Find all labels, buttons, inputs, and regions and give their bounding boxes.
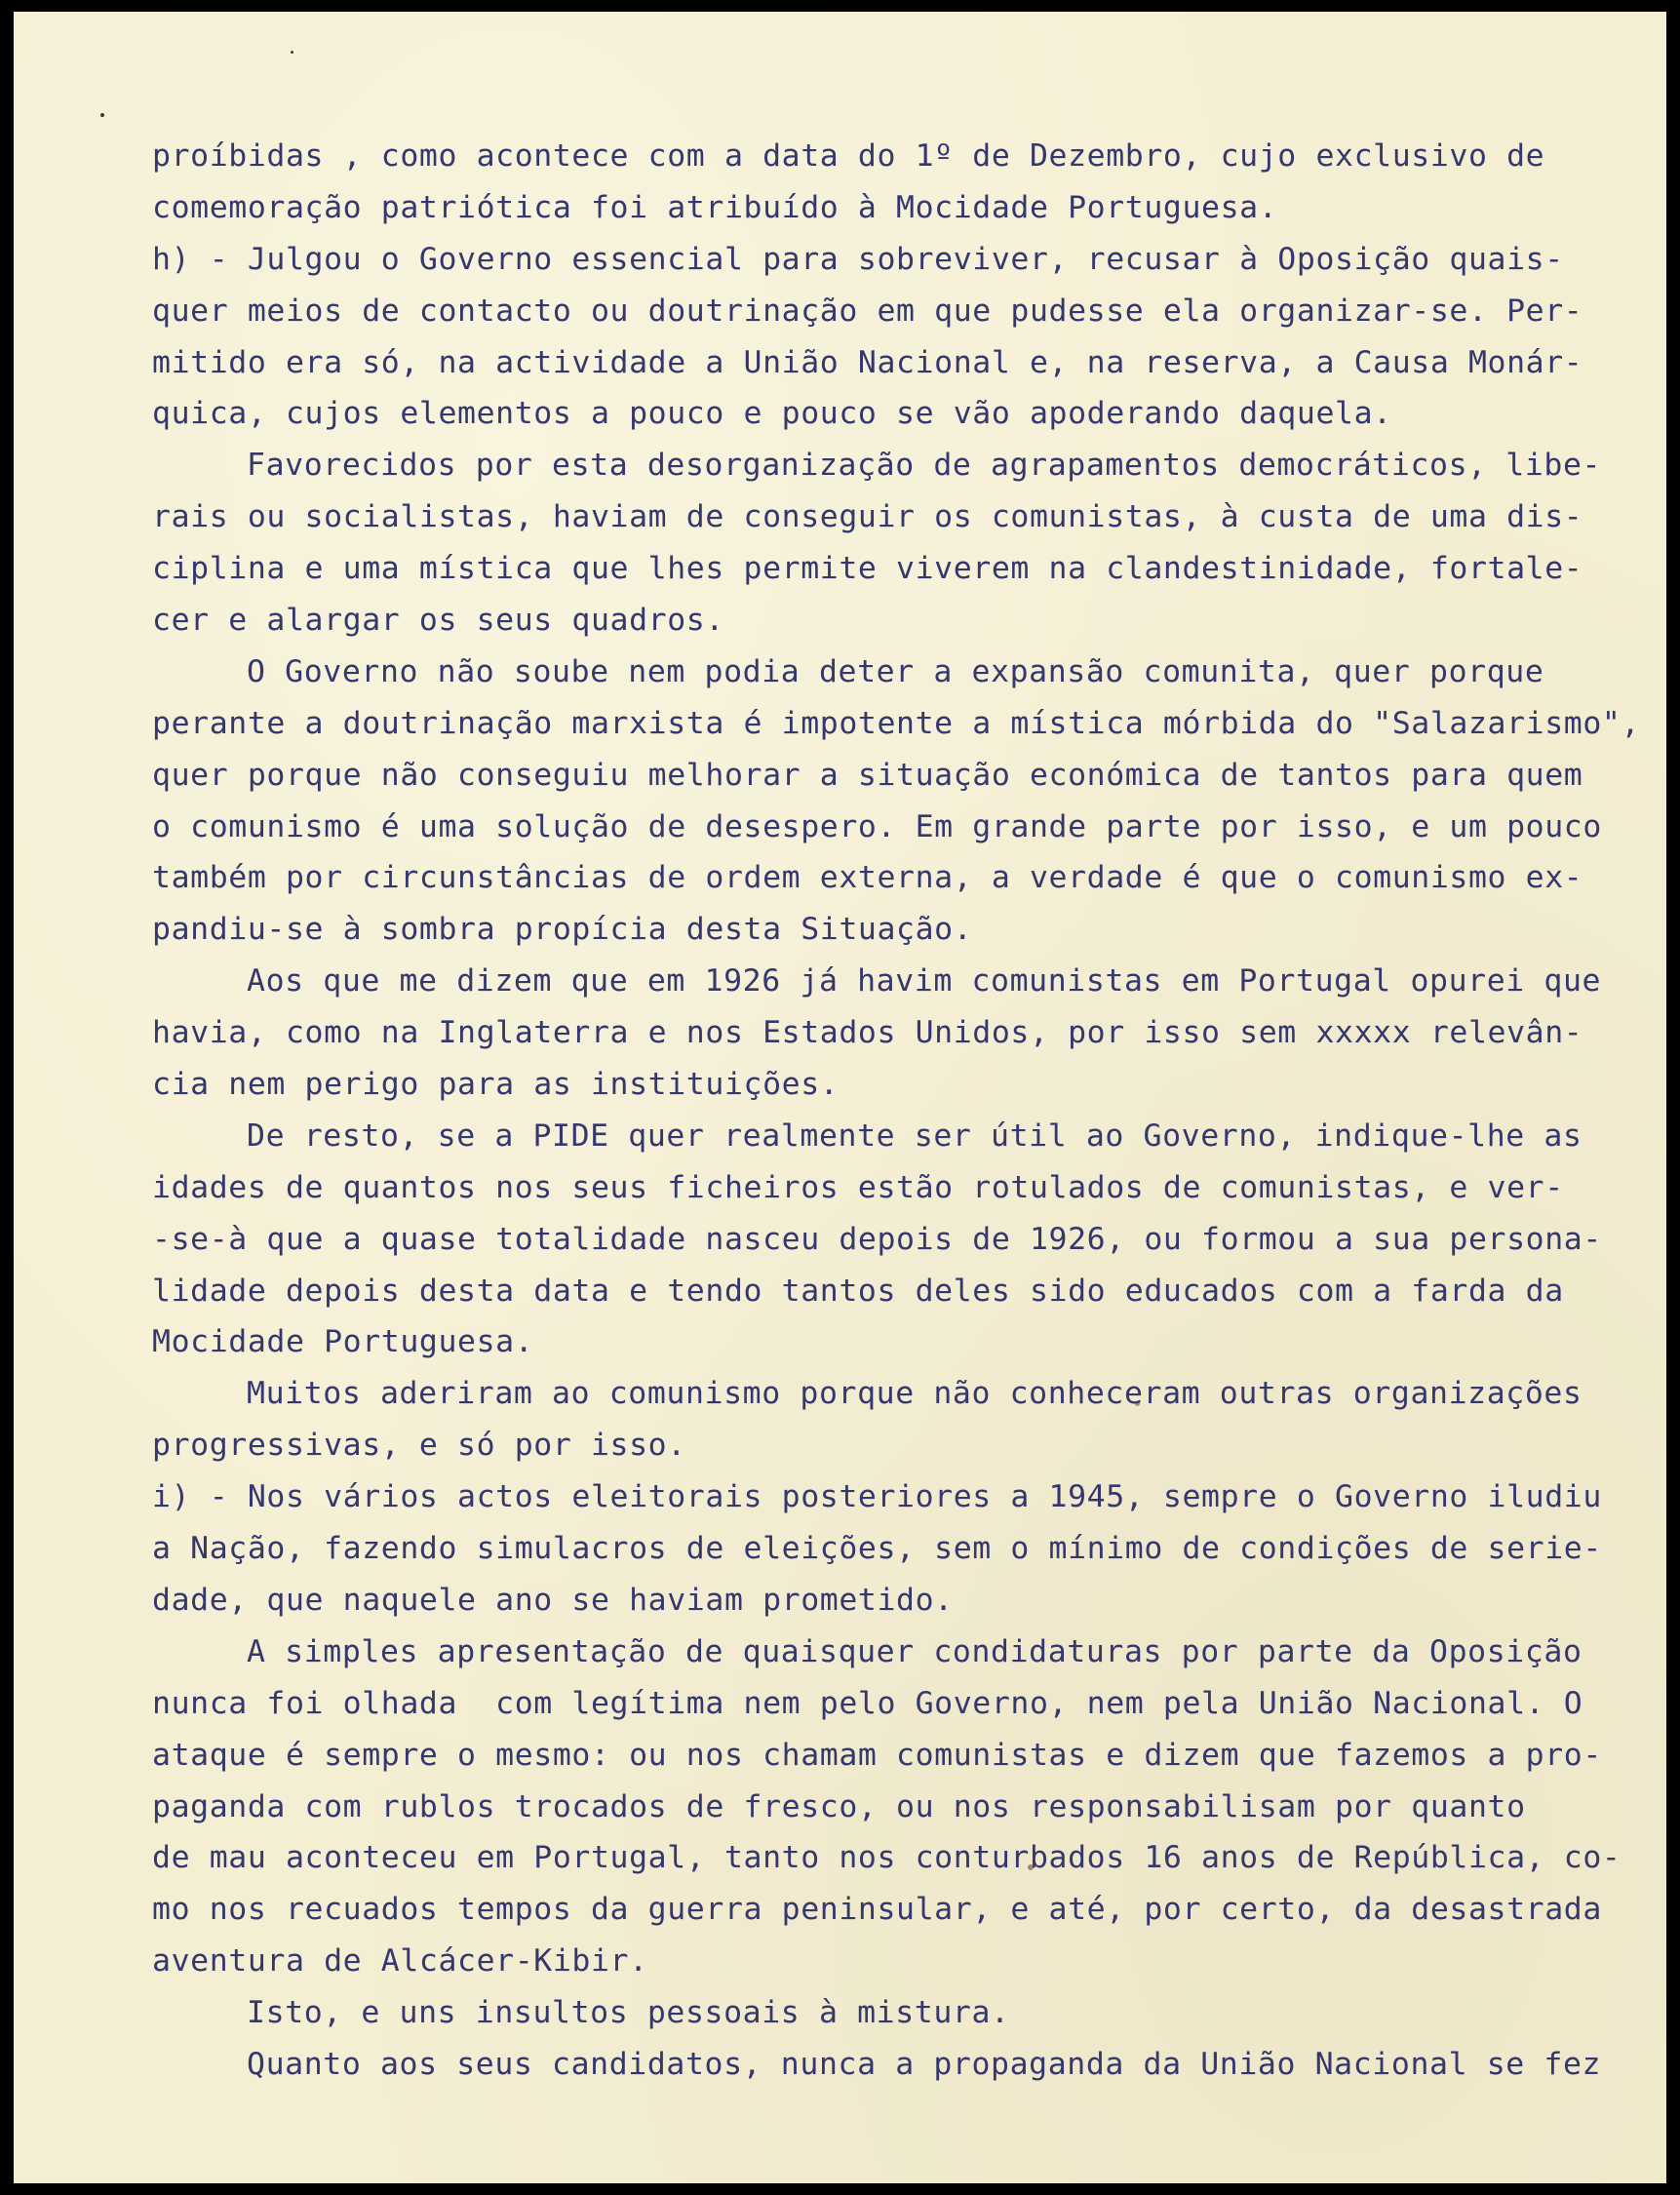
text-line: quer meios de contacto ou doutrinação em que pudesse ela organizar-se. Per- [152,293,1583,329]
text-line: -se-à que a quase totalidade nasceu depois de 1926, ou formou a sua persona- [152,1221,1602,1257]
text-line: h) - Julgou o Governo essencial para sobreviver, recusar à Oposição quais- [152,241,1564,277]
text-line: paganda com rublos trocados de fresco, ou nos responsabilisam por quanto [152,1788,1526,1824]
text-line: quica, cujos elementos a pouco e pouco se vão apoderando daquela. [152,396,1392,432]
text-line: quer porque não conseguiu melhorar a situação económica de tantos para quem [152,757,1583,793]
text-line: lidade depois desta data e tendo tantos deles sido educados com a farda da [152,1273,1564,1309]
text-line: dade, que naquele ano se haviam prometido. [152,1582,954,1618]
text-line: o comunismo é uma solução de desespero. Em grande parte por isso, e um pouco [152,808,1602,844]
text-line: perante a doutrinação marxista é impotente a mística mórbida do "Salazarismo", [152,705,1641,741]
document-body [152,131,1641,2091]
text-line: cer e alargar os seus quadros. [152,603,724,639]
text-line: cia nem perigo para as instituições. [152,1067,840,1103]
text-line: O Governo não soube nem podia deter a expansão comunita, quer porque [247,653,1544,689]
text-line: i) - Nos vários actos eleitorais posteriores a 1945, sempre o Governo iludiu [152,1479,1602,1515]
text-line: Isto, e uns insultos pessoais à mistura. [247,1995,1010,2031]
text-line: comemoração patriótica foi atribuído à Mocidade Portuguesa. [152,189,1278,225]
text-line: Aos que me dizem que em 1926 já havim comunistas em Portugal opurei que [247,963,1602,1000]
text-line: Favorecidos por esta desorganização de agrapamentos democráticos, libe- [247,448,1602,484]
text-line: A simples apresentação de quaisquer condidaturas por parte da Oposição [247,1633,1582,1669]
text-line: nunca foi olhada com legítima nem pelo Governo, nem pela União Nacional. O [152,1685,1583,1721]
text-line: mitido era só, na actividade a União Nacional e, na reserva, a Causa Monár- [152,344,1583,380]
text-line: pandiu-se à sombra propícia desta Situação. [152,912,973,948]
text-line: de mau aconteceu em Portugal, tanto nos conturbados 16 anos de República, co- [152,1840,1621,1876]
paper-speck [291,51,293,54]
text-line: ciplina e uma mística que lhes permite viverem na clandestinidade, fortale- [152,551,1583,587]
document-page [14,12,1666,2183]
text-line: Mocidade Portuguesa. [152,1324,534,1360]
text-line: De resto, se a PIDE quer realmente ser útil ao Governo, indique-lhe as [247,1117,1582,1154]
text-line: idades de quantos nos seus ficheiros estão rotulados de comunistas, e ver- [152,1169,1564,1205]
text-line: também por circunstâncias de ordem externa, a verdade é que o comunismo ex- [152,860,1583,896]
text-line: Muitos aderiram ao comunismo porque não conheceram outras organizações [247,1376,1582,1412]
text-line: havia, como na Inglaterra e nos Estados Unidos, por isso sem xxxxx relevân- [152,1015,1583,1051]
paper-speck [100,113,104,117]
text-line: proíbidas , como acontece com a data do 1º de Dezembro, cujo exclusivo de [152,138,1545,174]
text-line: progressivas, e só por isso. [152,1428,686,1464]
text-line: ataque é sempre o mesmo: ou nos chamam comunistas e dizem que fazemos a pro- [152,1737,1602,1773]
text-line: a Nação, fazendo simulacros de eleições, sem o mínimo de condições de serie- [152,1531,1602,1567]
text-line: Quanto aos seus candidatos, nunca a propaganda da União Nacional se fez [247,2046,1602,2082]
text-line: aventura de Alcácer-Kibir. [152,1943,648,1979]
text-line: rais ou socialistas, haviam de conseguir os comunistas, à custa de uma dis- [152,499,1583,535]
text-line: mo nos recuados tempos da guerra peninsular, e até, por certo, da desastrada [152,1892,1602,1928]
